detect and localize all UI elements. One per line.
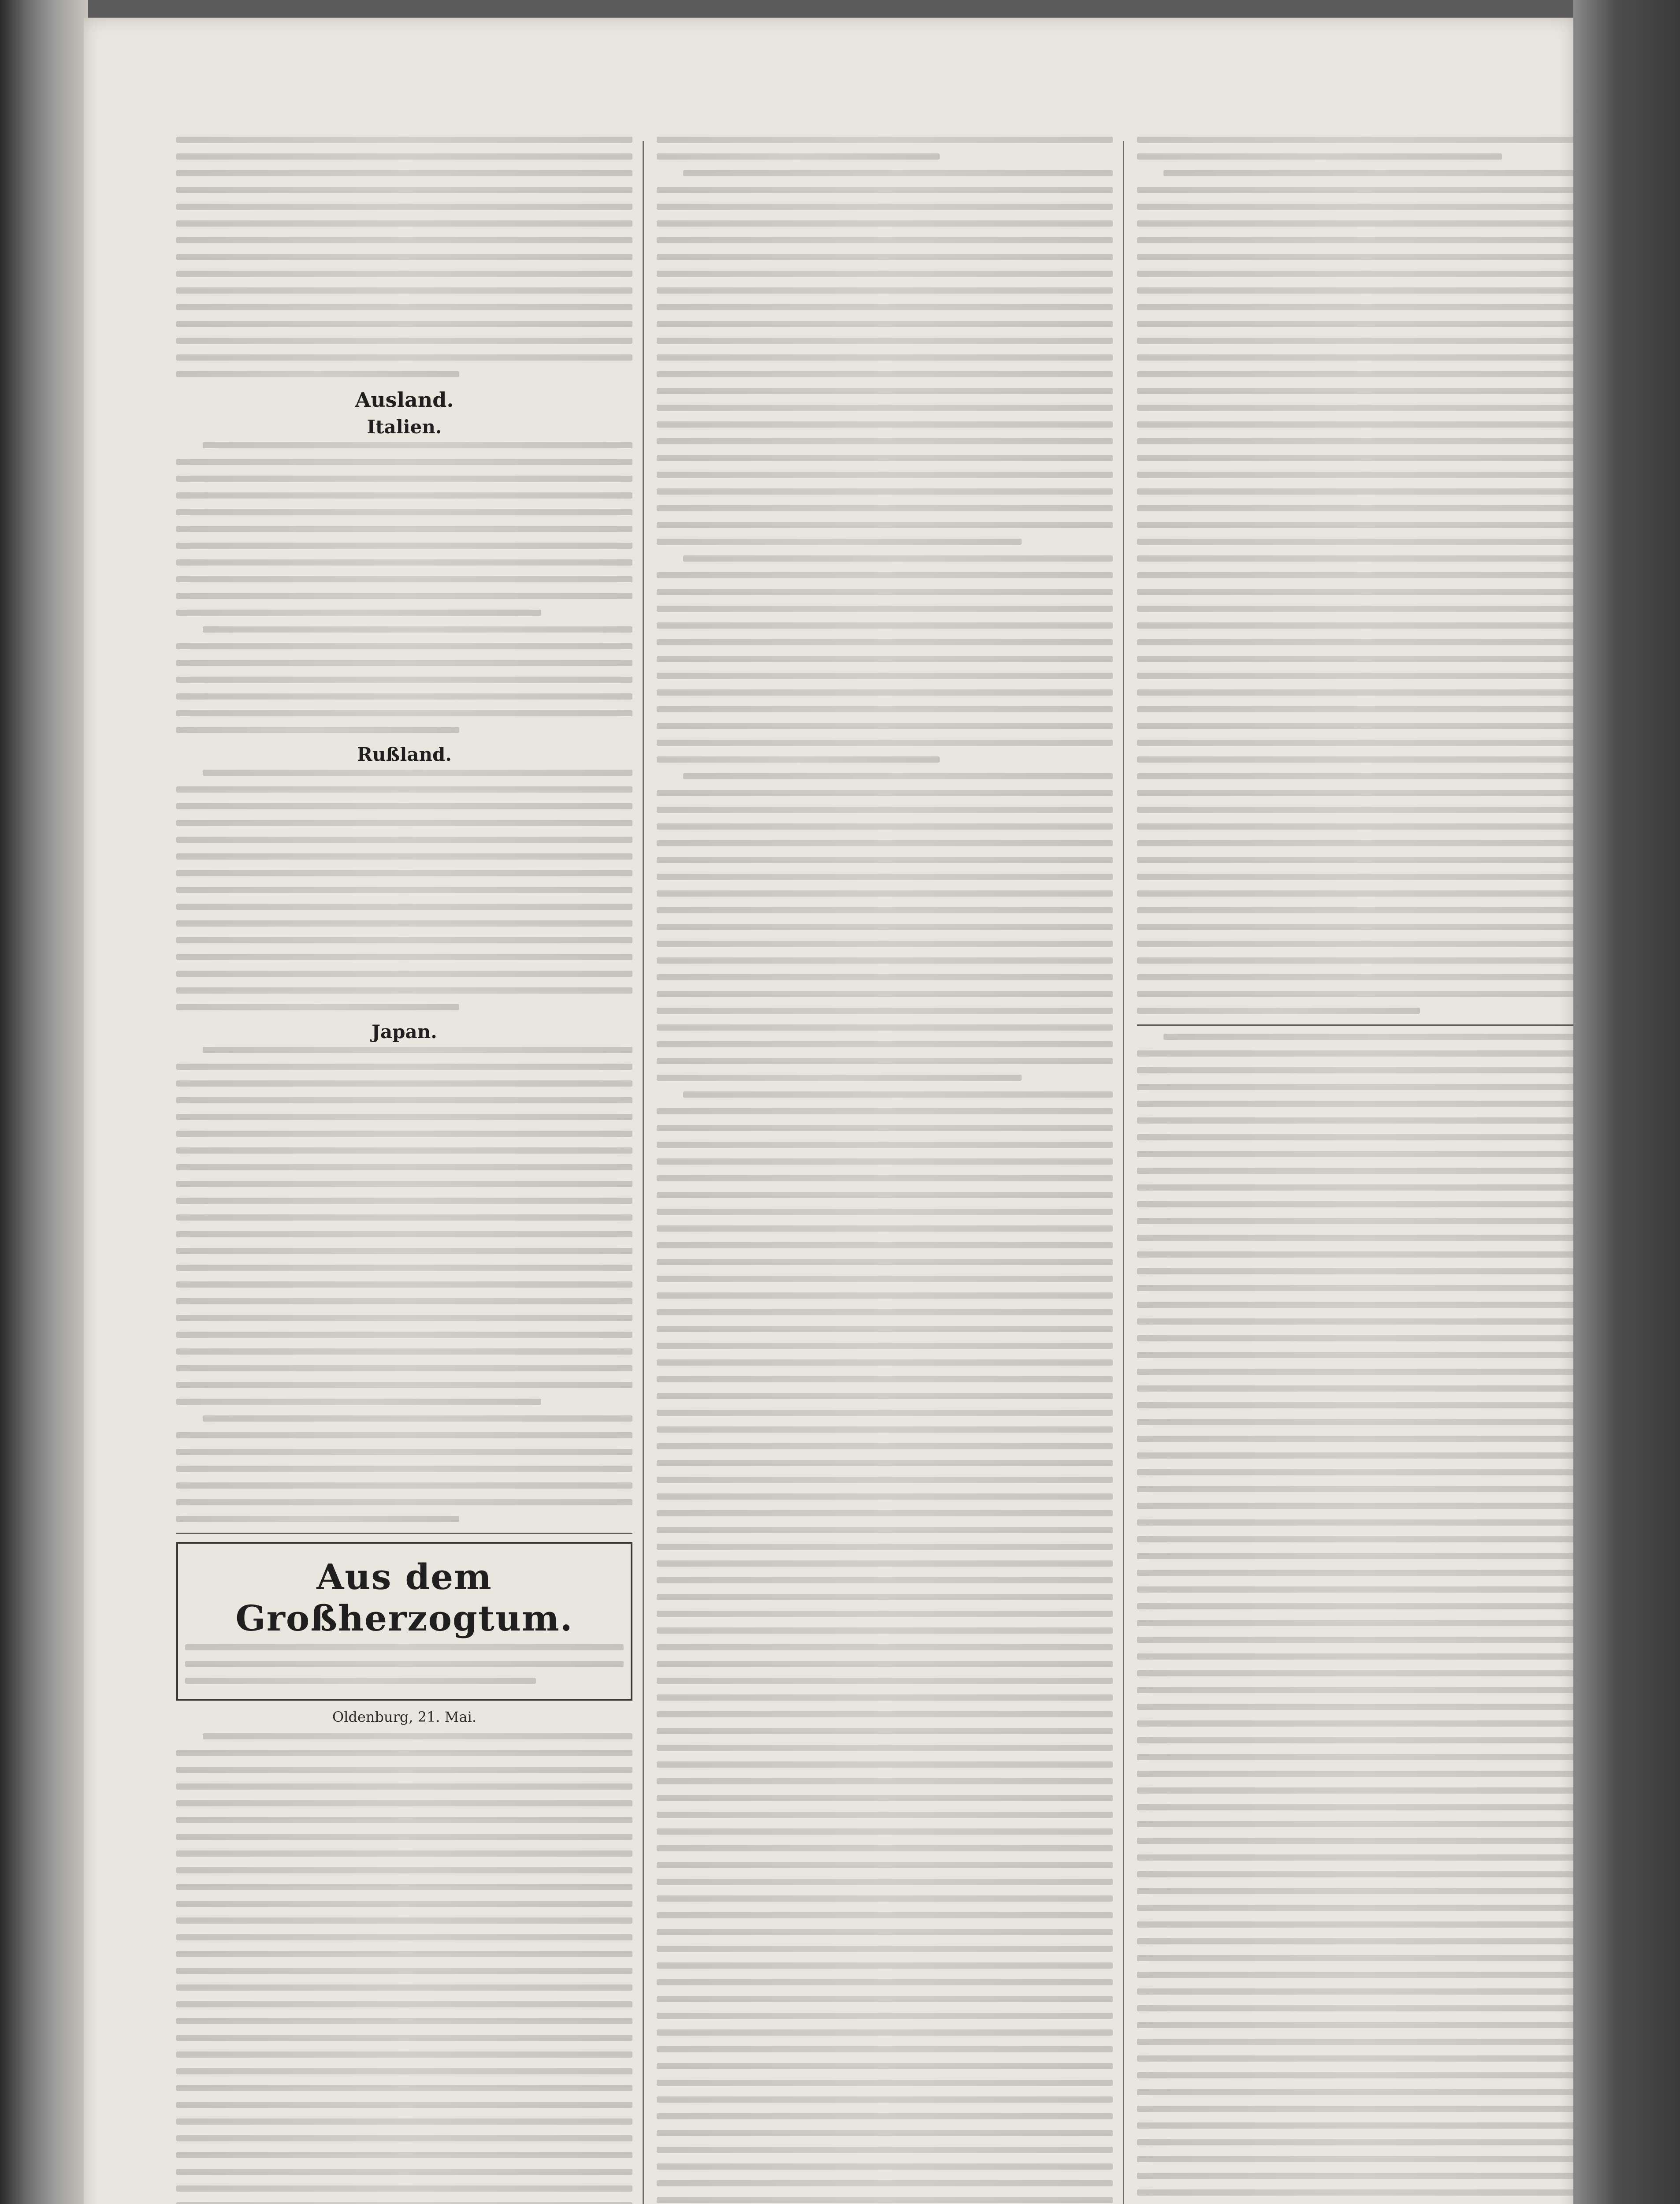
column-middle xyxy=(657,137,1113,2204)
section-heading-japan: Japan. xyxy=(372,1021,437,1042)
section-separator xyxy=(176,1533,632,1534)
article-text-block xyxy=(176,1047,632,1522)
article-text-block xyxy=(176,137,632,377)
section-heading-italien: Italien. xyxy=(367,416,442,438)
column-right xyxy=(1137,137,1593,2204)
section-heading-ausland: Ausland. xyxy=(355,388,454,412)
article-text-block xyxy=(1137,1034,1593,2204)
newspaper-page xyxy=(84,18,1573,2204)
section-heading-grossherzogtum: Aus dem Großherzogtum. xyxy=(235,1556,573,1639)
article-text-block xyxy=(176,1733,632,2204)
page-edge-shadow xyxy=(1573,0,1680,2204)
article-text-block xyxy=(176,770,632,1010)
banner-notice xyxy=(185,1644,624,1684)
section-heading-russland: Rußland. xyxy=(357,744,452,765)
dateline: Oldenburg, 21. Mai. xyxy=(332,1709,477,1725)
section-separator xyxy=(1137,1024,1593,1026)
column-left xyxy=(176,137,632,2204)
book-binding xyxy=(0,0,88,2204)
column-rule xyxy=(1123,141,1124,2204)
article-text-block xyxy=(176,442,632,733)
article-text-block xyxy=(657,137,1113,2204)
section-banner-grossherzogtum xyxy=(176,1542,632,1701)
article-text-block xyxy=(1137,137,1593,1014)
column-rule xyxy=(643,141,644,2204)
